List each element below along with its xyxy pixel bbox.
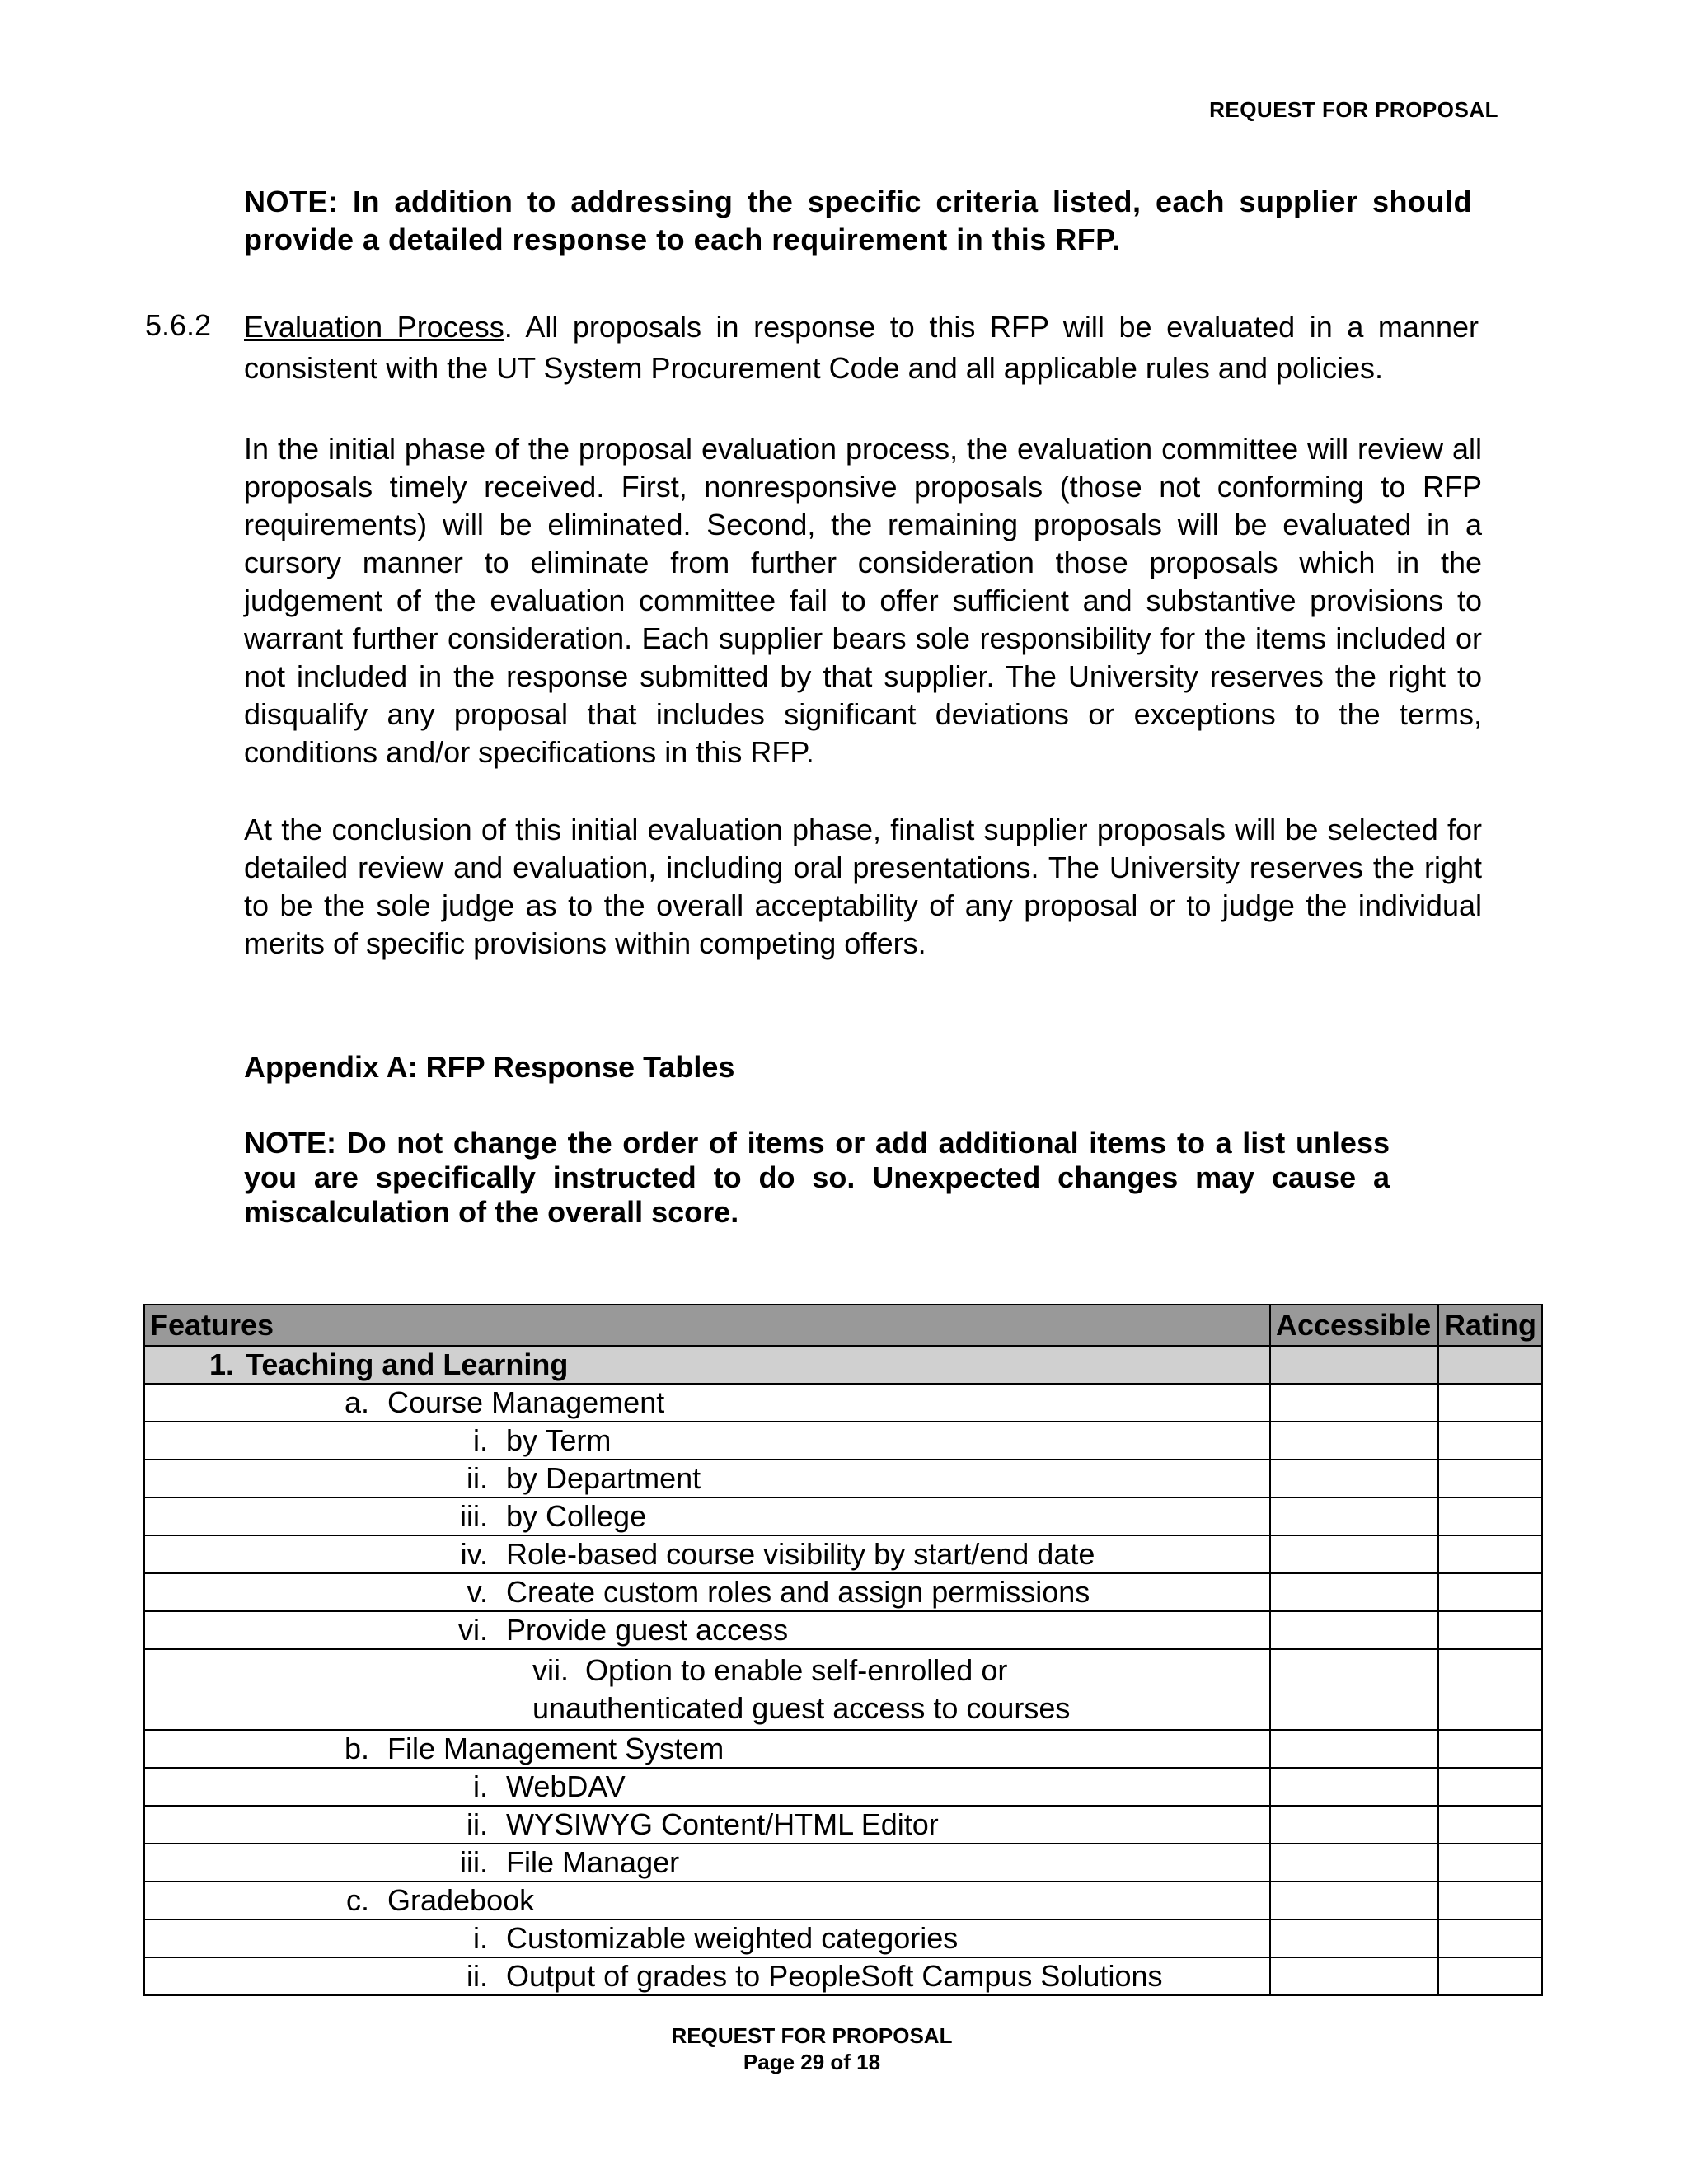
table-row — [144, 1384, 1542, 1422]
accessible-cell[interactable] — [1270, 1806, 1438, 1844]
row-number: vi. — [458, 1613, 488, 1647]
row-label: by Term — [506, 1423, 612, 1457]
row-label: Option to enable self-enrolled or unauthenticated guest access to courses — [532, 1653, 1071, 1725]
table-row — [144, 1649, 1542, 1730]
row-label: Output of grades to PeopleSoft Campus Solutions — [506, 1959, 1163, 1993]
accessible-cell[interactable] — [1270, 1497, 1438, 1535]
row-number: iv. — [460, 1537, 488, 1571]
page-header: REQUEST FOR PROPOSAL — [1209, 97, 1498, 122]
table-row — [144, 1730, 1542, 1768]
row-label: Role-based course visibility by start/end date — [506, 1537, 1095, 1571]
rating-cell[interactable] — [1438, 1535, 1542, 1573]
row-label: by Department — [506, 1461, 701, 1495]
feature-cell — [144, 1422, 1270, 1460]
appendix-title: Appendix A: RFP Response Tables — [244, 1050, 735, 1084]
feature-cell — [144, 1768, 1270, 1806]
rating-cell[interactable] — [1438, 1882, 1542, 1919]
row-number: vii. — [532, 1653, 569, 1687]
accessible-cell[interactable] — [1270, 1460, 1438, 1497]
rating-cell[interactable] — [1438, 1649, 1542, 1730]
table-row — [144, 1768, 1542, 1806]
row-label: Customizable weighted categories — [506, 1921, 959, 1955]
row-number: c. — [345, 1883, 369, 1917]
response-table — [143, 1304, 1543, 1996]
section-number: 5.6.2 — [145, 308, 212, 342]
feature-cell — [144, 1882, 1270, 1919]
rating-cell[interactable] — [1438, 1768, 1542, 1806]
section-intro — [244, 307, 1479, 389]
feature-cell — [144, 1957, 1270, 1995]
accessible-cell[interactable] — [1270, 1882, 1438, 1919]
rating-cell[interactable] — [1438, 1730, 1542, 1768]
feature-cell — [144, 1535, 1270, 1573]
feature-cell — [144, 1384, 1270, 1422]
accessible-cell[interactable] — [1270, 1384, 1438, 1422]
paragraph-conclusion: At the conclusion of this initial evaluation phase, finalist supplier proposals will be selected for detailed review and evaluation, including oral presentations. The University reserves the right to be the sole judge as to the overall acceptability of any proposal or to judge the individual merits of specific provisions within competing offers. — [244, 813, 1482, 960]
section-label: Teaching and Learning — [246, 1347, 569, 1381]
row-number: iii. — [460, 1845, 488, 1879]
feature-cell — [144, 1573, 1270, 1611]
rating-cell[interactable] — [1438, 1422, 1542, 1460]
table-row — [144, 1957, 1542, 1995]
table-header-row — [144, 1305, 1542, 1346]
row-label: Course Management — [387, 1385, 665, 1419]
paragraph-initial-phase: In the initial phase of the proposal evaluation process, the evaluation committee will review all proposals timely received. First, nonresponsive proposals (those not conforming to RFP requirements) will be eliminated. Second, the remaining proposals will be evaluated in a cursory manner to eliminate from further consideration those proposals which in the judgement of the evaluation committee fail to offer sufficient and substantive provisions to warrant further consideration. Each supplier bears sole responsibility for the items included or not included in the response submitted by that supplier. The University reserves the right to disqualify any proposal that includes significant deviations or exceptions to the terms, conditions and/or specifications in this RFP. — [244, 432, 1482, 769]
row-number: b. — [345, 1732, 370, 1765]
row-number: a. — [345, 1385, 370, 1419]
accessible-cell[interactable] — [1270, 1535, 1438, 1573]
accessible-cell[interactable] — [1270, 1649, 1438, 1730]
feature-cell — [144, 1919, 1270, 1957]
table-row — [144, 1535, 1542, 1573]
row-number: i. — [473, 1769, 488, 1803]
row-label: Gradebook — [387, 1883, 535, 1917]
rating-cell[interactable] — [1438, 1611, 1542, 1649]
table-row — [144, 1573, 1542, 1611]
table-row — [144, 1422, 1542, 1460]
table-row — [144, 1919, 1542, 1957]
section-cell — [144, 1346, 1270, 1384]
row-label: WYSIWYG Content/HTML Editor — [506, 1807, 939, 1841]
row-label: Provide guest access — [506, 1613, 789, 1647]
row-number: ii. — [467, 1959, 488, 1993]
rating-cell[interactable] — [1438, 1460, 1542, 1497]
accessible-cell[interactable] — [1270, 1346, 1438, 1384]
row-number: ii. — [467, 1807, 488, 1841]
table-row — [144, 1806, 1542, 1844]
accessible-cell[interactable] — [1270, 1844, 1438, 1882]
table-row — [144, 1460, 1542, 1497]
section-heading: Evaluation Process — [244, 310, 504, 344]
row-label: File Management System — [387, 1732, 724, 1765]
row-label: WebDAV — [506, 1769, 626, 1803]
rating-cell[interactable] — [1438, 1573, 1542, 1611]
accessible-cell[interactable] — [1270, 1957, 1438, 1995]
accessible-cell[interactable] — [1270, 1422, 1438, 1460]
feature-cell — [144, 1806, 1270, 1844]
rating-cell[interactable] — [1438, 1384, 1542, 1422]
accessible-cell[interactable] — [1270, 1919, 1438, 1957]
section-row — [144, 1346, 1542, 1384]
table-row — [144, 1882, 1542, 1919]
table-row — [144, 1611, 1542, 1649]
section-number-label: 1. — [209, 1347, 235, 1381]
feature-cell — [144, 1649, 1270, 1730]
row-number: v. — [467, 1575, 488, 1609]
feature-cell — [144, 1460, 1270, 1497]
rating-cell[interactable] — [1438, 1919, 1542, 1957]
feature-cell — [144, 1611, 1270, 1649]
page-number: Page 29 of 18 — [743, 2050, 881, 2074]
header-rating: Rating — [1438, 1305, 1542, 1346]
row-number: ii. — [467, 1461, 488, 1495]
row-label: by College — [506, 1499, 647, 1533]
row-label: File Manager — [506, 1845, 680, 1879]
accessible-cell[interactable] — [1270, 1611, 1438, 1649]
feature-cell — [144, 1730, 1270, 1768]
table-row — [144, 1844, 1542, 1882]
rating-cell[interactable] — [1438, 1346, 1542, 1384]
footer-title: REQUEST FOR PROPOSAL — [671, 2023, 953, 2048]
table-row — [144, 1497, 1542, 1535]
accessible-cell[interactable] — [1270, 1730, 1438, 1768]
row-label: Create custom roles and assign permissions — [506, 1575, 1090, 1609]
row-number: i. — [473, 1423, 488, 1457]
rating-cell[interactable] — [1438, 1844, 1542, 1882]
header-accessible: Accessible — [1270, 1305, 1438, 1346]
accessible-cell[interactable] — [1270, 1768, 1438, 1806]
header-features: Features — [144, 1305, 1270, 1346]
rating-cell[interactable] — [1438, 1806, 1542, 1844]
accessible-cell[interactable] — [1270, 1573, 1438, 1611]
row-number: i. — [473, 1921, 488, 1955]
rating-cell[interactable] — [1438, 1957, 1542, 1995]
section-intro-text: . All proposals in response to this RFP will be evaluated in a manner consistent with the UT System Procurement Code and all applicable rules and policies. — [244, 310, 1479, 385]
note-order: NOTE: Do not change the order of items or add additional items to a list unless you are specifically instructed to do so. Unexpected changes may cause a miscalculation of the overall score. — [244, 1126, 1390, 1229]
rating-cell[interactable] — [1438, 1497, 1542, 1535]
row-number: iii. — [460, 1499, 488, 1533]
feature-cell — [144, 1497, 1270, 1535]
page-footer — [0, 2022, 1624, 2075]
note-criteria: NOTE: In addition to addressing the specific criteria listed, each supplier should provide a detailed response to each requirement in this RFP. — [244, 185, 1472, 256]
feature-cell — [144, 1844, 1270, 1882]
